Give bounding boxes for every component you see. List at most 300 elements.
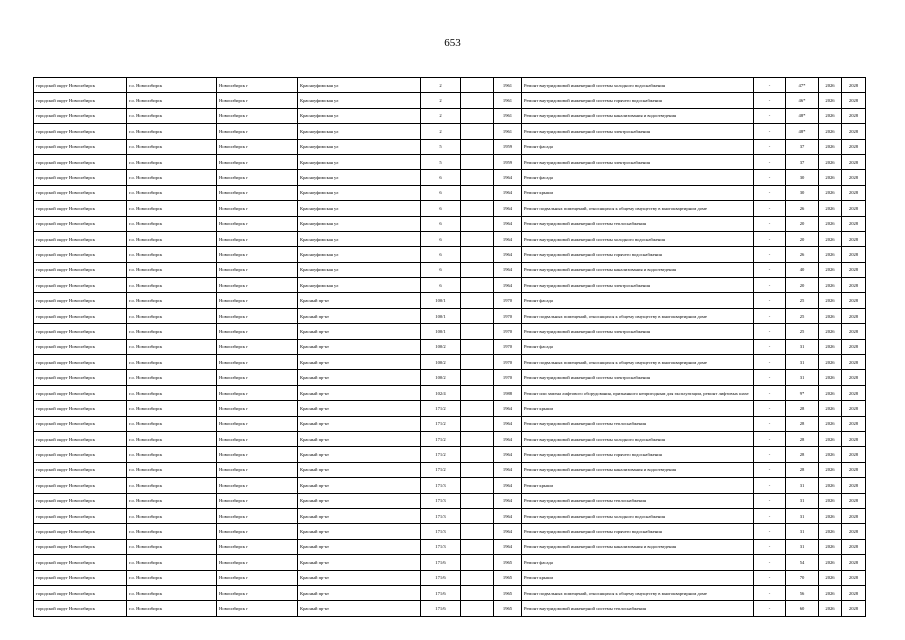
table-row <box>34 416 866 431</box>
building-cell <box>461 447 494 462</box>
street-cell: Красный пр-кт <box>298 462 421 477</box>
house-cell: 171/6 <box>421 570 461 585</box>
street-cell: Красный пр-кт <box>298 401 421 416</box>
work-detail-cell: - <box>754 355 786 370</box>
work-detail-cell: - <box>754 478 786 493</box>
house-cell: 2 <box>421 78 461 93</box>
building-cell <box>461 539 494 554</box>
street-cell: Красноуфимская ул <box>298 216 421 231</box>
start-year-cell: 2026 <box>819 93 842 108</box>
district-cell: г.о. Новосибирск <box>127 447 217 462</box>
district-cell: г.о. Новосибирск <box>127 185 217 200</box>
year-cell: 1970 <box>494 355 522 370</box>
end-year-cell: 2028 <box>842 324 866 339</box>
district-cell: г.о. Новосибирск <box>127 139 217 154</box>
work-type-cell: Ремонт внутридомовой инженерной системы электроснабжения <box>522 370 754 385</box>
end-year-cell: 2028 <box>842 539 866 554</box>
district-cell: г.о. Новосибирск <box>127 570 217 585</box>
building-cell <box>461 108 494 123</box>
settlement-cell: Новосибирск г <box>217 216 298 231</box>
volume-cell: 37 <box>786 139 819 154</box>
settlement-cell: Новосибирск г <box>217 247 298 262</box>
year-cell: 1964 <box>494 447 522 462</box>
start-year-cell: 2026 <box>819 231 842 246</box>
settlement-cell: Новосибирск г <box>217 355 298 370</box>
table-row <box>34 601 866 616</box>
start-year-cell: 2026 <box>819 293 842 308</box>
year-cell: 1964 <box>494 416 522 431</box>
house-cell: 6 <box>421 231 461 246</box>
year-cell: 1965 <box>494 570 522 585</box>
end-year-cell: 2028 <box>842 108 866 123</box>
district-cell: г.о. Новосибирск <box>127 508 217 523</box>
house-cell: 102/4 <box>421 385 461 400</box>
settlement-cell: Новосибирск г <box>217 416 298 431</box>
work-type-cell: Ремонт внутридомовой инженерной системы электроснабжения <box>522 278 754 293</box>
start-year-cell: 2026 <box>819 508 842 523</box>
house-cell: 100/1 <box>421 308 461 323</box>
volume-cell: 30 <box>786 185 819 200</box>
district-cell: г.о. Новосибирск <box>127 462 217 477</box>
start-year-cell: 2026 <box>819 555 842 570</box>
table-row <box>34 262 866 277</box>
house-cell: 171/3 <box>421 493 461 508</box>
end-year-cell: 2028 <box>842 154 866 169</box>
work-detail-cell: - <box>754 231 786 246</box>
end-year-cell: 2028 <box>842 124 866 139</box>
end-year-cell: 2028 <box>842 355 866 370</box>
settlement-cell: Новосибирск г <box>217 124 298 139</box>
table-row <box>34 508 866 523</box>
start-year-cell: 2026 <box>819 324 842 339</box>
table-row <box>34 201 866 216</box>
work-type-cell: Ремонт крыши <box>522 570 754 585</box>
work-type-cell: Ремонт крыши <box>522 478 754 493</box>
work-type-cell: Ремонт подвальных помещений, относящихся к общему имуществу в многоквартирном доме <box>522 201 754 216</box>
building-cell <box>461 139 494 154</box>
street-cell: Красноуфимская ул <box>298 278 421 293</box>
municipality-cell: городской округ Новосибирск <box>34 555 127 570</box>
municipality-cell: городской округ Новосибирск <box>34 524 127 539</box>
work-detail-cell: - <box>754 431 786 446</box>
district-cell: г.о. Новосибирск <box>127 555 217 570</box>
settlement-cell: Новосибирск г <box>217 339 298 354</box>
volume-cell: 20 <box>786 216 819 231</box>
building-cell <box>461 339 494 354</box>
year-cell: 1970 <box>494 324 522 339</box>
work-detail-cell: - <box>754 401 786 416</box>
start-year-cell: 2026 <box>819 493 842 508</box>
end-year-cell: 2028 <box>842 293 866 308</box>
municipality-cell: городской округ Новосибирск <box>34 431 127 446</box>
municipality-cell: городской округ Новосибирск <box>34 185 127 200</box>
settlement-cell: Новосибирск г <box>217 154 298 169</box>
volume-cell: 25 <box>786 308 819 323</box>
municipality-cell: городской округ Новосибирск <box>34 216 127 231</box>
district-cell: г.о. Новосибирск <box>127 339 217 354</box>
street-cell: Красный пр-кт <box>298 478 421 493</box>
settlement-cell: Новосибирск г <box>217 262 298 277</box>
start-year-cell: 2026 <box>819 154 842 169</box>
work-detail-cell: - <box>754 555 786 570</box>
district-cell: г.о. Новосибирск <box>127 231 217 246</box>
work-detail-cell: - <box>754 416 786 431</box>
end-year-cell: 2028 <box>842 401 866 416</box>
volume-cell: 37 <box>786 154 819 169</box>
work-type-cell: Ремонт внутридомовой инженерной системы теплоснабжения <box>522 601 754 616</box>
house-cell: 171/2 <box>421 416 461 431</box>
work-detail-cell: - <box>754 308 786 323</box>
district-cell: г.о. Новосибирск <box>127 108 217 123</box>
volume-cell: 31 <box>786 539 819 554</box>
building-cell <box>461 585 494 600</box>
street-cell: Красный пр-кт <box>298 355 421 370</box>
municipality-cell: городской округ Новосибирск <box>34 93 127 108</box>
building-cell <box>461 370 494 385</box>
settlement-cell: Новосибирск г <box>217 401 298 416</box>
work-type-cell: Ремонт внутридомовой инженерной системы электроснабжения <box>522 124 754 139</box>
house-cell: 100/1 <box>421 324 461 339</box>
work-detail-cell: - <box>754 524 786 539</box>
building-cell <box>461 154 494 169</box>
settlement-cell: Новосибирск г <box>217 293 298 308</box>
district-cell: г.о. Новосибирск <box>127 124 217 139</box>
work-type-cell: Ремонт фасада <box>522 139 754 154</box>
volume-cell: 25 <box>786 324 819 339</box>
street-cell: Красный пр-кт <box>298 431 421 446</box>
work-detail-cell: - <box>754 493 786 508</box>
settlement-cell: Новосибирск г <box>217 308 298 323</box>
municipality-cell: городской округ Новосибирск <box>34 201 127 216</box>
work-type-cell: Ремонт внутридомовой инженерной системы холодного водоснабжения <box>522 508 754 523</box>
work-type-cell: Ремонт внутридомовой инженерной системы горячего водоснабжения <box>522 524 754 539</box>
work-type-cell: Ремонт внутридомовой инженерной системы горячего водоснабжения <box>522 93 754 108</box>
building-cell <box>461 385 494 400</box>
street-cell: Красноуфимская ул <box>298 231 421 246</box>
work-type-cell: Ремонт подвальных помещений, относящихся к общему имуществу в многоквартирном доме <box>522 308 754 323</box>
start-year-cell: 2026 <box>819 201 842 216</box>
house-cell: 2 <box>421 93 461 108</box>
start-year-cell: 2026 <box>819 478 842 493</box>
work-detail-cell: - <box>754 601 786 616</box>
end-year-cell: 2028 <box>842 216 866 231</box>
house-cell: 171/2 <box>421 462 461 477</box>
district-cell: г.о. Новосибирск <box>127 524 217 539</box>
start-year-cell: 2026 <box>819 139 842 154</box>
house-cell: 171/2 <box>421 447 461 462</box>
year-cell: 1965 <box>494 555 522 570</box>
settlement-cell: Новосибирск г <box>217 447 298 462</box>
year-cell: 1964 <box>494 216 522 231</box>
work-type-cell: Ремонт внутридомовой инженерной системы горячего водоснабжения <box>522 247 754 262</box>
table-row <box>34 339 866 354</box>
house-cell: 171/3 <box>421 508 461 523</box>
street-cell: Красный пр-кт <box>298 524 421 539</box>
work-type-cell: Ремонт или замена лифтового оборудования, признанного непригодным для эксплуатации, ремонт лифтовых шахт <box>522 385 754 400</box>
start-year-cell: 2026 <box>819 78 842 93</box>
table-row <box>34 524 866 539</box>
building-cell <box>461 247 494 262</box>
end-year-cell: 2028 <box>842 431 866 446</box>
table-row <box>34 431 866 446</box>
volume-cell: 48* <box>786 108 819 123</box>
year-cell: 1961 <box>494 78 522 93</box>
work-type-cell: Ремонт внутридомовой инженерной системы канализования и водоотведения <box>522 262 754 277</box>
municipality-cell: городской округ Новосибирск <box>34 78 127 93</box>
year-cell: 1961 <box>494 93 522 108</box>
building-cell <box>461 93 494 108</box>
district-cell: г.о. Новосибирск <box>127 478 217 493</box>
year-cell: 1965 <box>494 585 522 600</box>
end-year-cell: 2028 <box>842 601 866 616</box>
volume-cell: 56 <box>786 585 819 600</box>
volume-cell: 26 <box>786 201 819 216</box>
volume-cell: 28 <box>786 416 819 431</box>
work-detail-cell: - <box>754 247 786 262</box>
street-cell: Красноуфимская ул <box>298 78 421 93</box>
work-detail-cell: - <box>754 462 786 477</box>
start-year-cell: 2026 <box>819 355 842 370</box>
house-cell: 2 <box>421 108 461 123</box>
year-cell: 1964 <box>494 201 522 216</box>
settlement-cell: Новосибирск г <box>217 278 298 293</box>
work-detail-cell: - <box>754 293 786 308</box>
municipality-cell: городской округ Новосибирск <box>34 478 127 493</box>
building-cell <box>461 555 494 570</box>
end-year-cell: 2028 <box>842 524 866 539</box>
street-cell: Красный пр-кт <box>298 585 421 600</box>
volume-cell: 31 <box>786 508 819 523</box>
street-cell: Красный пр-кт <box>298 570 421 585</box>
municipality-cell: городской округ Новосибирск <box>34 370 127 385</box>
table-row <box>34 324 866 339</box>
house-cell: 100/2 <box>421 370 461 385</box>
table-row <box>34 124 866 139</box>
municipality-cell: городской округ Новосибирск <box>34 508 127 523</box>
settlement-cell: Новосибирск г <box>217 508 298 523</box>
start-year-cell: 2026 <box>819 447 842 462</box>
end-year-cell: 2028 <box>842 231 866 246</box>
building-cell <box>461 216 494 231</box>
building-cell <box>461 416 494 431</box>
street-cell: Красный пр-кт <box>298 385 421 400</box>
district-cell: г.о. Новосибирск <box>127 216 217 231</box>
end-year-cell: 2028 <box>842 278 866 293</box>
volume-cell: 28 <box>786 447 819 462</box>
building-cell <box>461 124 494 139</box>
municipality-cell: городской округ Новосибирск <box>34 308 127 323</box>
volume-cell: 48* <box>786 124 819 139</box>
table-row <box>34 278 866 293</box>
year-cell: 1970 <box>494 308 522 323</box>
house-cell: 6 <box>421 262 461 277</box>
year-cell: 1965 <box>494 601 522 616</box>
work-type-cell: Ремонт внутридомовой инженерной системы горячего водоснабжения <box>522 447 754 462</box>
district-cell: г.о. Новосибирск <box>127 493 217 508</box>
municipality-cell: городской округ Новосибирск <box>34 170 127 185</box>
building-cell <box>461 524 494 539</box>
table-row <box>34 355 866 370</box>
work-type-cell: Ремонт внутридомовой инженерной системы холодного водоснабжения <box>522 231 754 246</box>
building-cell <box>461 324 494 339</box>
house-cell: 2 <box>421 124 461 139</box>
street-cell: Красный пр-кт <box>298 370 421 385</box>
year-cell: 1961 <box>494 124 522 139</box>
work-detail-cell: - <box>754 216 786 231</box>
year-cell: 1988 <box>494 385 522 400</box>
table-row <box>34 139 866 154</box>
capital-repair-table <box>33 77 866 617</box>
year-cell: 1964 <box>494 231 522 246</box>
building-cell <box>461 493 494 508</box>
end-year-cell: 2028 <box>842 247 866 262</box>
volume-cell: 28 <box>786 401 819 416</box>
work-detail-cell: - <box>754 108 786 123</box>
municipality-cell: городской округ Новосибирск <box>34 462 127 477</box>
year-cell: 1964 <box>494 278 522 293</box>
work-type-cell: Ремонт фасада <box>522 293 754 308</box>
end-year-cell: 2028 <box>842 570 866 585</box>
volume-cell: 31 <box>786 478 819 493</box>
building-cell <box>461 462 494 477</box>
table-row <box>34 570 866 585</box>
work-detail-cell: - <box>754 124 786 139</box>
table-row <box>34 539 866 554</box>
municipality-cell: городской округ Новосибирск <box>34 385 127 400</box>
work-detail-cell: - <box>754 139 786 154</box>
district-cell: г.о. Новосибирск <box>127 293 217 308</box>
street-cell: Красный пр-кт <box>298 493 421 508</box>
street-cell: Красноуфимская ул <box>298 108 421 123</box>
house-cell: 6 <box>421 201 461 216</box>
building-cell <box>461 231 494 246</box>
street-cell: Красноуфимская ул <box>298 201 421 216</box>
district-cell: г.о. Новосибирск <box>127 416 217 431</box>
building-cell <box>461 601 494 616</box>
work-type-cell: Ремонт внутридомовой инженерной системы теплоснабжения <box>522 493 754 508</box>
year-cell: 1970 <box>494 370 522 385</box>
building-cell <box>461 185 494 200</box>
settlement-cell: Новосибирск г <box>217 493 298 508</box>
table-row <box>34 401 866 416</box>
volume-cell: 30 <box>786 170 819 185</box>
start-year-cell: 2026 <box>819 247 842 262</box>
volume-cell: 28 <box>786 462 819 477</box>
district-cell: г.о. Новосибирск <box>127 247 217 262</box>
work-type-cell: Ремонт внутридомовой инженерной системы теплоснабжения <box>522 216 754 231</box>
district-cell: г.о. Новосибирск <box>127 601 217 616</box>
settlement-cell: Новосибирск г <box>217 462 298 477</box>
end-year-cell: 2028 <box>842 462 866 477</box>
settlement-cell: Новосибирск г <box>217 601 298 616</box>
street-cell: Красноуфимская ул <box>298 185 421 200</box>
municipality-cell: городской округ Новосибирск <box>34 293 127 308</box>
settlement-cell: Новосибирск г <box>217 431 298 446</box>
district-cell: г.о. Новосибирск <box>127 385 217 400</box>
work-detail-cell: - <box>754 170 786 185</box>
work-detail-cell: - <box>754 508 786 523</box>
volume-cell: 31 <box>786 493 819 508</box>
settlement-cell: Новосибирск г <box>217 370 298 385</box>
municipality-cell: городской округ Новосибирск <box>34 247 127 262</box>
work-type-cell: Ремонт внутридомовой инженерной системы канализования и водоотведения <box>522 539 754 554</box>
table-row <box>34 247 866 262</box>
municipality-cell: городской округ Новосибирск <box>34 231 127 246</box>
work-type-cell: Ремонт внутридомовой инженерной системы канализования и водоотведения <box>522 108 754 123</box>
work-detail-cell: - <box>754 385 786 400</box>
year-cell: 1964 <box>494 247 522 262</box>
start-year-cell: 2026 <box>819 170 842 185</box>
start-year-cell: 2026 <box>819 585 842 600</box>
settlement-cell: Новосибирск г <box>217 170 298 185</box>
end-year-cell: 2028 <box>842 201 866 216</box>
volume-cell: 46* <box>786 93 819 108</box>
work-type-cell: Ремонт подвальных помещений, относящихся к общему имуществу в многоквартирном доме <box>522 585 754 600</box>
work-type-cell: Ремонт внутридомовой инженерной системы канализования и водоотведения <box>522 462 754 477</box>
table-row <box>34 478 866 493</box>
district-cell: г.о. Новосибирск <box>127 93 217 108</box>
building-cell <box>461 308 494 323</box>
work-detail-cell: - <box>754 278 786 293</box>
street-cell: Красный пр-кт <box>298 601 421 616</box>
municipality-cell: городской округ Новосибирск <box>34 355 127 370</box>
house-cell: 171/6 <box>421 601 461 616</box>
municipality-cell: городской округ Новосибирск <box>34 154 127 169</box>
street-cell: Красноуфимская ул <box>298 154 421 169</box>
work-type-cell: Ремонт подвальных помещений, относящихся к общему имуществу в многоквартирном доме <box>522 355 754 370</box>
table-row <box>34 447 866 462</box>
municipality-cell: городской округ Новосибирск <box>34 601 127 616</box>
start-year-cell: 2026 <box>819 308 842 323</box>
building-cell <box>461 170 494 185</box>
year-cell: 1964 <box>494 524 522 539</box>
house-cell: 100/1 <box>421 293 461 308</box>
district-cell: г.о. Новосибирск <box>127 324 217 339</box>
settlement-cell: Новосибирск г <box>217 570 298 585</box>
year-cell: 1964 <box>494 401 522 416</box>
year-cell: 1959 <box>494 154 522 169</box>
work-detail-cell: - <box>754 185 786 200</box>
table-row <box>34 185 866 200</box>
street-cell: Красноуфимская ул <box>298 170 421 185</box>
volume-cell: 31 <box>786 339 819 354</box>
work-type-cell: Ремонт фасада <box>522 555 754 570</box>
house-cell: 171/3 <box>421 539 461 554</box>
volume-cell: 54 <box>786 555 819 570</box>
house-cell: 171/3 <box>421 524 461 539</box>
end-year-cell: 2028 <box>842 78 866 93</box>
district-cell: г.о. Новосибирск <box>127 170 217 185</box>
building-cell <box>461 293 494 308</box>
work-detail-cell: - <box>754 93 786 108</box>
settlement-cell: Новосибирск г <box>217 78 298 93</box>
street-cell: Красный пр-кт <box>298 447 421 462</box>
house-cell: 6 <box>421 247 461 262</box>
building-cell <box>461 401 494 416</box>
street-cell: Красный пр-кт <box>298 539 421 554</box>
municipality-cell: городской округ Новосибирск <box>34 339 127 354</box>
municipality-cell: городской округ Новосибирск <box>34 447 127 462</box>
table-row <box>34 154 866 169</box>
street-cell: Красный пр-кт <box>298 508 421 523</box>
start-year-cell: 2026 <box>819 601 842 616</box>
end-year-cell: 2028 <box>842 262 866 277</box>
municipality-cell: городской округ Новосибирск <box>34 324 127 339</box>
house-cell: 171/2 <box>421 431 461 446</box>
building-cell <box>461 278 494 293</box>
work-detail-cell: - <box>754 324 786 339</box>
volume-cell: 40 <box>786 262 819 277</box>
